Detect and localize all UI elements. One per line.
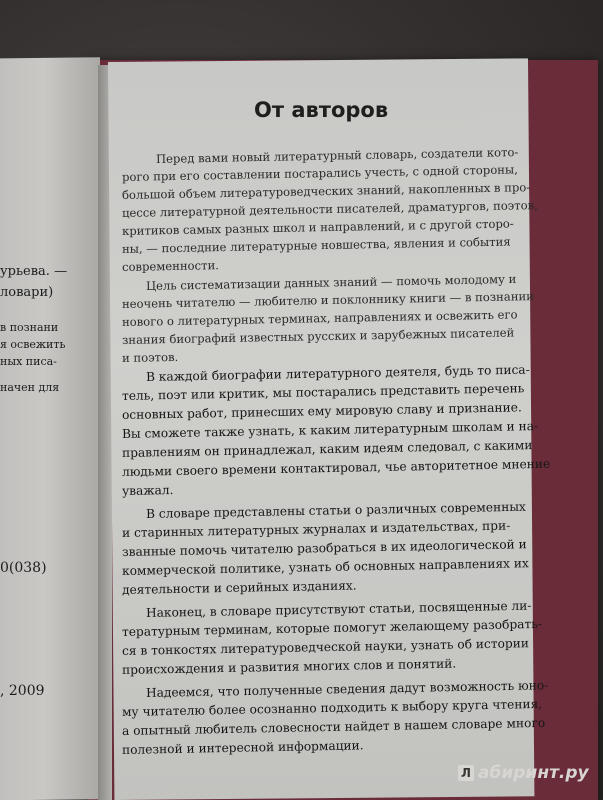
- left-page-line: , 2009: [0, 683, 45, 699]
- left-page-line: в познани: [0, 321, 59, 334]
- text-line: В каждой биографии литературного деятеля, будь то писа-: [145, 362, 530, 384]
- text-line: большой объем литературоведческих знаний, накопленных в про-: [121, 180, 531, 202]
- text-line: тель, поэт или критик, мы постарались представить перечень: [121, 381, 525, 403]
- text-line: ся в тонкостях литературоведческой науки, узнать об истории: [121, 636, 530, 658]
- text-line: правлениям он принадлежал, каким идеям следовал, с какими: [121, 438, 533, 460]
- text-line: основных работ, принесших ему мировую славу и признание.: [121, 400, 522, 422]
- text-line: а опытный любитель словесности найдет в нашем словаре много: [121, 715, 546, 738]
- left-page-line: урьева. —: [0, 264, 68, 279]
- text-line: рого при его составлении постарались учесть, с одной стороны,: [121, 162, 519, 184]
- text-line: В словаре представлены статьи о различных современных: [145, 499, 526, 521]
- text-line: Надеемся, что полученные сведения дадут возможность юно-: [145, 678, 549, 700]
- text-line: Цель систематизации данных знаний — помочь молодому и: [145, 271, 517, 293]
- text-line: людьми своего времени контактировал, чье авторитетное мнение: [121, 456, 551, 479]
- text-line: ны, — последние литературные новшества, явления и события: [121, 234, 511, 256]
- text-line: уважал.: [121, 483, 174, 498]
- left-page-line: ных писа-: [0, 355, 57, 368]
- text-line: неочень читателю — любителю и поклоннику книги — в познании: [121, 289, 535, 311]
- text-line: деятельности и серийных изданиях.: [121, 578, 357, 597]
- left-page-line: 0(038): [0, 560, 47, 576]
- left-page-line: я освежить: [0, 338, 66, 351]
- text-line: современности.: [121, 258, 220, 274]
- text-line: тературным терминам, которые помогут желающему разобрать-: [121, 616, 543, 639]
- text-line: нового о литературных терминах, направлениях и освежить его: [121, 307, 518, 329]
- text-line: и старинных литературных журналах и издательствах, при-: [121, 518, 511, 540]
- text-line: Наконец, в словаре присутствуют статьи, посвященные ли-: [145, 598, 532, 620]
- text-line: му читателю более осознанно подходить к выбору круга чтения,: [121, 696, 543, 719]
- text-line: званные помочь читателю разобраться в их идеологической и: [121, 537, 527, 559]
- watermark: [458, 763, 589, 783]
- text-line: Перед вами новый литературный словарь, создатели кото-: [155, 145, 519, 166]
- text-line: и поэтов.: [121, 349, 179, 365]
- text-line: критиков самых разных школ и направлений, и с другой сторо-: [121, 216, 514, 238]
- left-page-line: начен для: [0, 381, 60, 394]
- text-line: Вы сможете также узнать, к каким литературным школам и на-: [121, 419, 539, 441]
- watermark-text: абиринт.ру: [478, 763, 589, 783]
- text-line: полезной и интересной информации.: [121, 738, 364, 757]
- text-line: знания биографий известных русских и зарубежных писателей: [121, 325, 515, 347]
- text-line: цессе литературной деятельности писателей, драматургов, поэтов,: [121, 198, 538, 220]
- text-line: происхождения и развития многих слов и понятий.: [121, 656, 457, 677]
- labirint-logo-icon: Л: [458, 765, 474, 781]
- left-page-line: ловари): [0, 285, 54, 300]
- page-title: От авторов: [254, 98, 389, 122]
- text-line: коммерческой политике, узнать об основных направлениях их: [121, 556, 529, 578]
